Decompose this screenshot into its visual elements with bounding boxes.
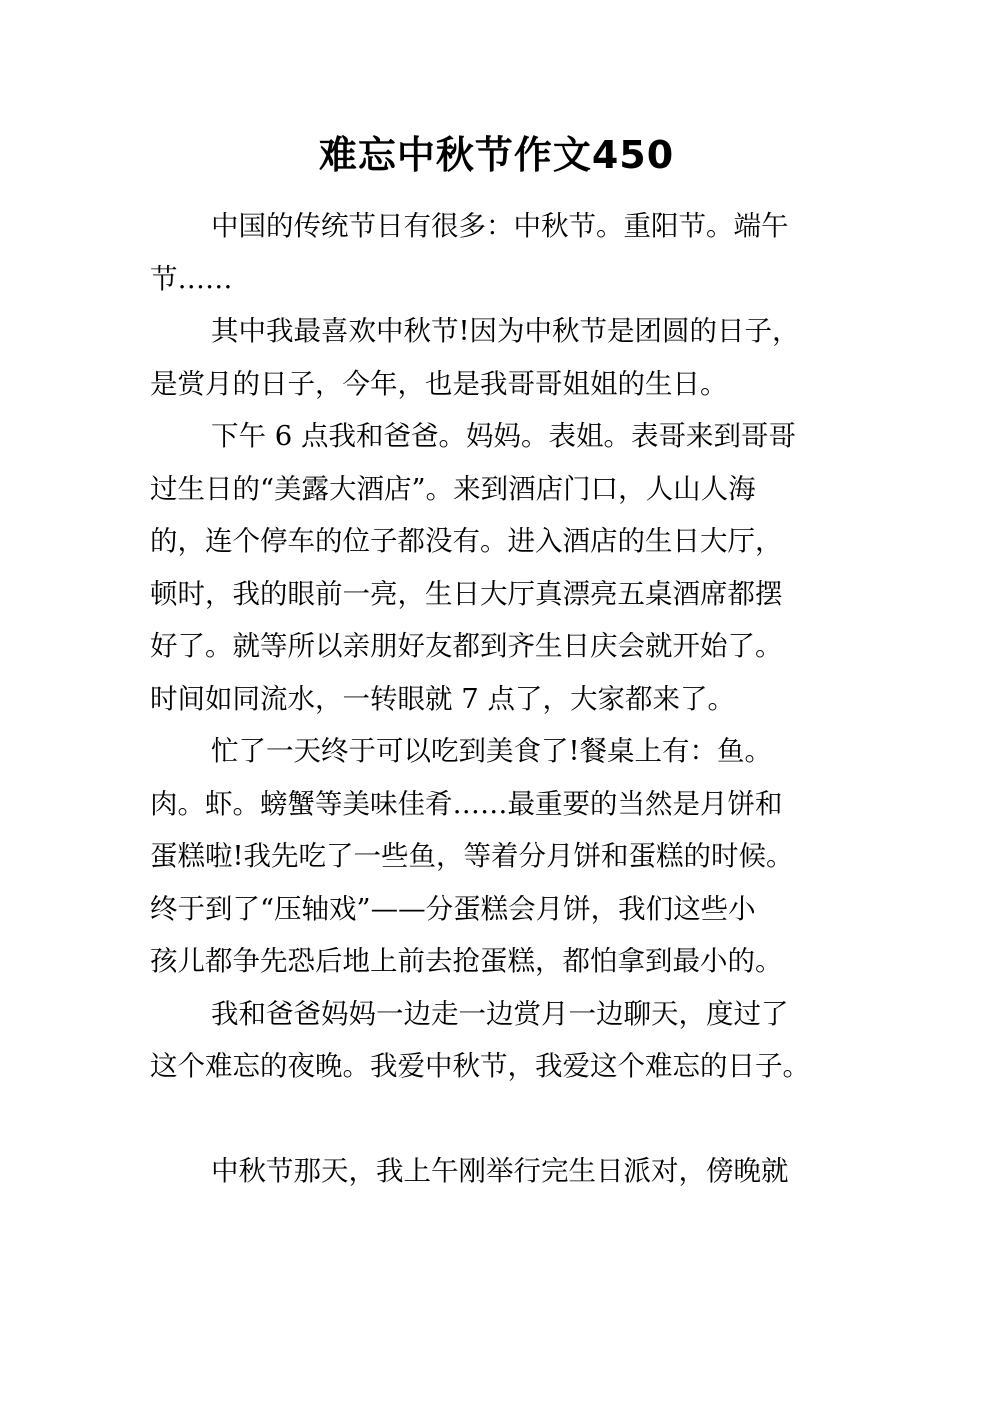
paragraph-line: 中国的传统节日有很多：中秋节。重阳节。端午 (211, 210, 789, 242)
paragraph-line: 我和爸爸妈妈一边走一边赏月一边聊天，度过了 (211, 997, 789, 1030)
paragraph-line: 时间如同流水，一转眼就 7 点了，大家都来了。 (150, 682, 735, 715)
paragraph-line: 好了。就等所以亲朋好友都到齐生日庆会就开始了。 (150, 630, 783, 662)
paragraph-line: 节…… (150, 262, 233, 295)
paragraph-line: 蛋糕啦!我先吃了一些鱼，等着分月饼和蛋糕的时候。 (150, 840, 794, 872)
document-body (150, 200, 850, 1198)
paragraph-line: 终于到了“压轴戏”——分蛋糕会月饼，我们这些小 (150, 892, 756, 925)
paragraph-line: 其中我最喜欢中秋节!因为中秋节是团圆的日子， (211, 315, 800, 347)
paragraph-1 (150, 200, 850, 305)
paragraph-2 (150, 305, 850, 410)
paragraph-3 (150, 410, 850, 725)
paragraph-4 (150, 725, 850, 988)
paragraph-line: 这个难忘的夜晚。我爱中秋节，我爱这个难忘的日子。 (150, 1050, 810, 1082)
paragraph-line: 的，连个停车的位子都没有。进入酒店的生日大厅， (150, 525, 783, 557)
paragraph-gap (150, 1093, 850, 1146)
paragraph-line: 过生日的“美露大酒店”。来到酒店门口，人山人海 (150, 472, 756, 505)
paragraph-6 (150, 1145, 850, 1198)
paragraph-line: 忙了一天终于可以吃到美食了!餐桌上有：鱼。 (211, 735, 773, 767)
paragraph-line: 顿时，我的眼前一亮，生日大厅真漂亮五桌酒席都摆 (150, 577, 783, 610)
paragraph-line: 是赏月的日子，今年，也是我哥哥姐姐的生日。 (150, 367, 728, 400)
paragraph-line: 肉。虾。螃蟹等美味佳肴……最重要的当然是月饼和 (150, 787, 783, 820)
paragraph-line: 孩儿都争先恐后地上前去抢蛋糕，都怕拿到最小的。 (150, 945, 783, 977)
paragraph-line: 下午 6 点我和爸爸。妈妈。表姐。表哥来到哥哥 (211, 420, 796, 452)
document-title: 难忘中秋节作文450 (318, 133, 675, 177)
paragraph-line: 中秋节那天，我上午刚举行完生日派对，傍晚就 (211, 1155, 789, 1187)
paragraph-5 (150, 988, 850, 1093)
